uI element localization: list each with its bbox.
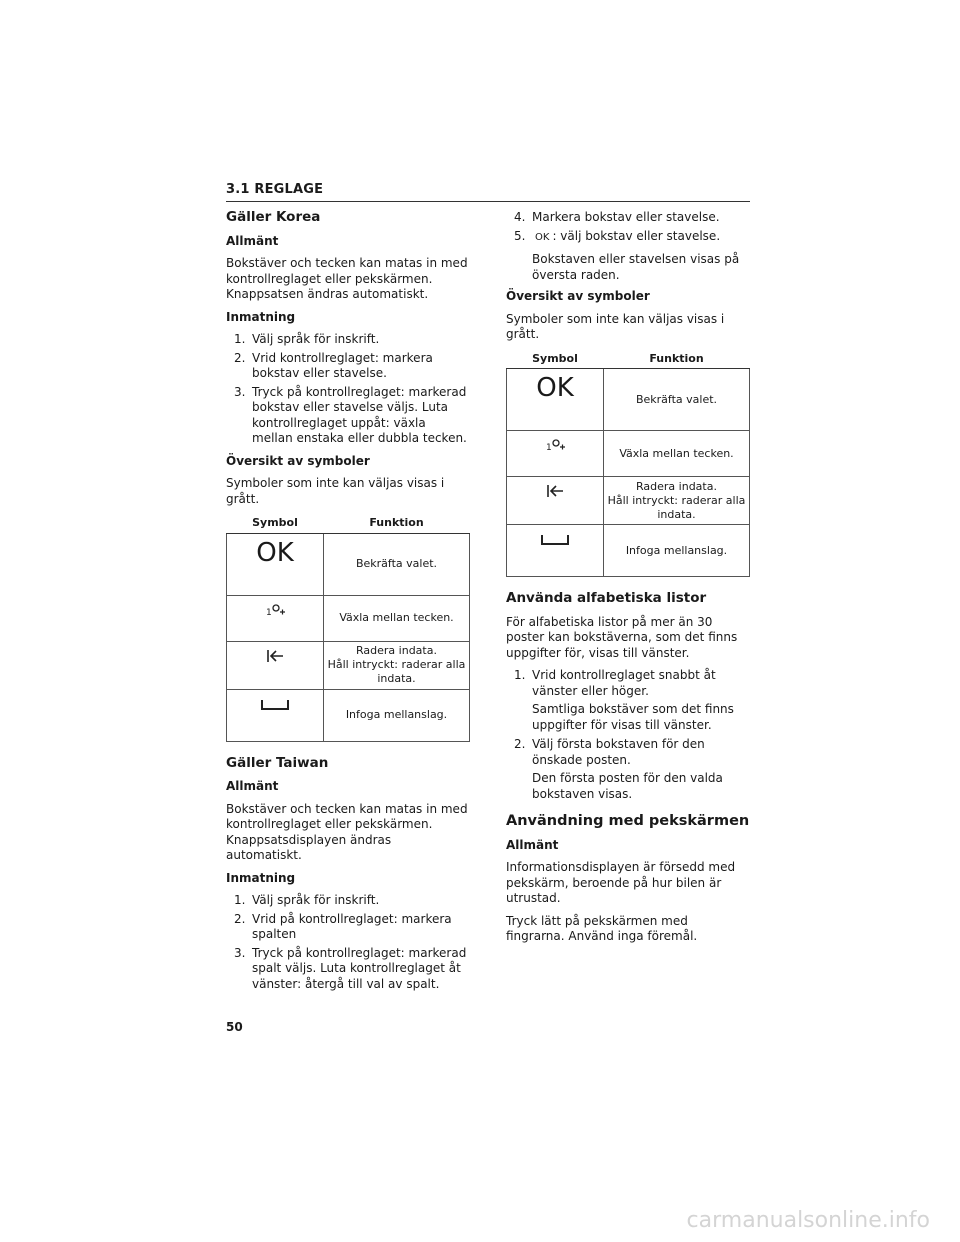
list-item: 2. Vrid kontrollreglaget: markera bokstav eller stavelse. [234, 350, 433, 380]
touch-text-2: Tryck lätt på pekskärmen med fingrarna. Använd inga föremål. [506, 913, 698, 943]
list-item: 1. Vrid kontrollreglaget snabbt åt vänster eller höger. [514, 668, 716, 698]
space-icon [540, 537, 570, 550]
korea-title: Gäller Korea [226, 209, 321, 225]
svg-text:1: 1 [266, 607, 272, 618]
table-row: Radera indata. Håll intryckt: raderar alla indata. [227, 641, 470, 689]
table-row: Infoga mellanslag. [507, 525, 750, 577]
table-header-function: Funktion [604, 350, 750, 369]
ok-icon: OK [256, 537, 294, 568]
alpha-text: För alfabetiska listor på mer än 30 poster kan bokstäverna, som det finns uppgifter för, visas till vänster. [506, 614, 738, 660]
korea-general-text: Bokstäver och tecken kan matas in med kontrollreglaget eller pekskärmen. Knappsatsen ändras automatiskt. [226, 256, 468, 301]
alpha-step2-result: Den första posten för den valda bokstaven visas. [532, 771, 723, 801]
korea-symbols-title: Översikt av symboler [226, 453, 370, 468]
section-title: 3.1 REGLAGE [226, 182, 324, 197]
table-row: 1 Växla mellan tecken. [227, 595, 470, 641]
taiwan-general-title: Allmänt [226, 779, 279, 793]
list-item: 5. OK : välj bokstav eller stavelse. [514, 228, 721, 243]
table-header-symbol: Symbol [227, 514, 324, 533]
korea-steps-continued [506, 210, 750, 245]
taiwan-title: Gäller Taiwan [226, 754, 329, 771]
list-item: 4. Markera bokstav eller stavelse. [514, 210, 720, 224]
table-row: OK Bekräfta valet. [227, 533, 470, 595]
svg-text:1: 1 [546, 443, 552, 453]
touch-text-1: Informationsdisplayen är försedd med pekskärm, beroende på hur bilen är utrustad. [506, 860, 736, 905]
step5-result: Bokstaven eller stavelsen visas på översta raden. [532, 252, 740, 282]
list-item: 3. Tryck på kontrollreglaget: markerad bokstav eller stavelse väljs. Luta kontrollreglaget uppåt: växla mellan enstaka eller dubbla tecken. [234, 384, 467, 445]
touch-general-title: Allmänt [506, 837, 559, 852]
space-icon [260, 702, 290, 715]
alpha-title: Använda alfabetiska listor [506, 590, 707, 606]
table-row: Infoga mellanslag. [227, 689, 470, 741]
alpha-steps [506, 668, 750, 699]
right-column [506, 210, 750, 952]
table-header-symbol: Symbol [507, 350, 604, 369]
table-header-function: Funktion [324, 514, 470, 533]
korea-symbols-text-2: Symboler som inte kan väljas visas i grått. [506, 311, 725, 341]
ok-icon: OK [536, 373, 574, 403]
korea-symbol-table-2 [506, 350, 750, 578]
table-row: 1 Växla mellan tecken. [507, 431, 750, 477]
left-column [226, 210, 470, 999]
korea-input-title: Inmatning [226, 309, 296, 324]
korea-symbols-text: Symboler som inte kan väljas visas i grått. [226, 476, 445, 506]
list-item: 1. Välj språk för inskrift. [234, 893, 380, 907]
korea-general-title: Allmänt [226, 233, 279, 248]
table-row: OK Bekräfta valet. [507, 369, 750, 431]
table-row: Radera indata. Håll intryckt: raderar alla indata. [507, 477, 750, 525]
section-header [226, 178, 750, 202]
korea-steps [226, 332, 470, 447]
taiwan-input-title: Inmatning [226, 870, 296, 885]
page-number: 50 [226, 1020, 243, 1034]
alpha-steps-2 [506, 737, 750, 768]
backspace-icon [265, 654, 285, 667]
korea-symbol-table [226, 514, 470, 742]
touch-title: Användning med pekskärmen [506, 813, 750, 829]
alpha-step1-result: Samtliga bokstäver som det finns uppgifter för visas till vänster. [532, 702, 734, 732]
switch-characters-icon [544, 443, 566, 456]
switch-characters-icon [264, 608, 286, 621]
list-item: 2. Vrid på kontrollreglaget: markera spalten [234, 911, 452, 941]
list-item: 1. Välj språk för inskrift. [234, 332, 380, 346]
taiwan-general-text: Bokstäver och tecken kan matas in med kontrollreglaget eller pekskärmen. Knappsatsdisplayen ändras automatiskt. [226, 801, 468, 862]
backspace-icon [545, 489, 565, 502]
korea-symbols-title-2: Översikt av symboler [506, 289, 650, 303]
ok-icon: OK [535, 231, 550, 243]
list-item: 2. Välj första bokstaven för den önskade posten. [514, 737, 705, 767]
taiwan-steps [226, 893, 470, 992]
list-item: 3. Tryck på kontrollreglaget: markerad spalt väljs. Luta kontrollreglaget åt vänster: återgå till val av spalt. [234, 945, 467, 991]
watermark: carmanualsonline.info [686, 1208, 930, 1233]
